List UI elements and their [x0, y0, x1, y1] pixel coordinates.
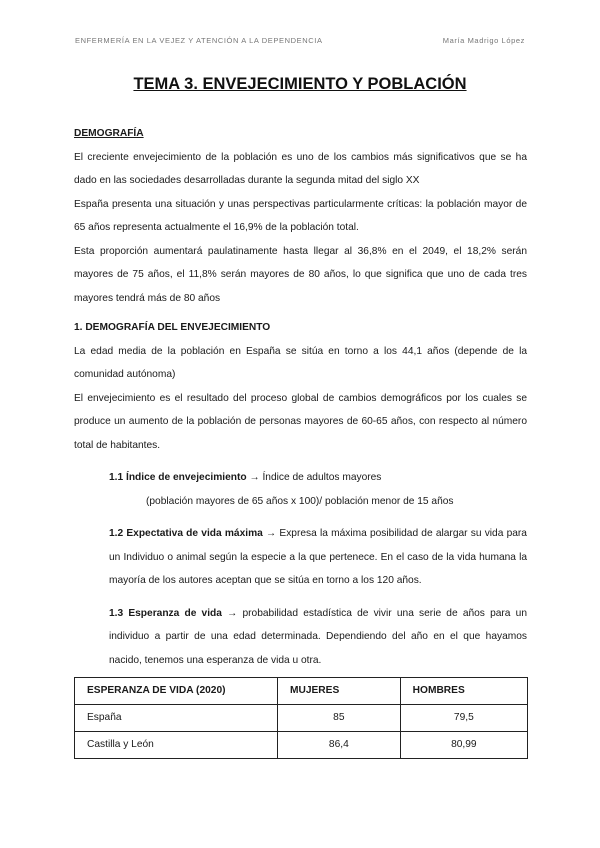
subsection-term: 1.1 Índice de envejecimiento [109, 472, 247, 483]
table-cell: 79,5 [400, 705, 527, 732]
subsection-term: 1.3 Esperanza de vida [109, 607, 222, 619]
table-header-row [75, 678, 528, 705]
table-header-cell: ESPERANZA DE VIDA (2020) [75, 678, 278, 705]
paragraph: Esta proporción aumentará paulatinamente hasta llegar al 36,8% en el 2049, el 18,2% serán mayores de 75 años, el 11,8% serán mayores de 80 años, lo que significa que uno de cada tres mayores tendrá más de 80 años [74, 245, 527, 304]
subsection-term: 1.2 Expectativa de vida máxima [109, 528, 263, 539]
section-heading-demografia: DEMOGRAFÍA [74, 128, 144, 139]
table-cell: Castilla y León [75, 732, 278, 759]
table-cell: 86,4 [278, 732, 401, 759]
subsection-text: Índice de adultos mayores [262, 472, 382, 483]
table-row [75, 732, 528, 759]
subsection-1-3 [109, 602, 527, 673]
running-header-author: María Madrigo López [442, 36, 525, 45]
subsection-text: probabilidad estadística de vivir una serie de años para un individuo a partir de una edad determinada. Dependiendo del año en el que hayamos nacido, tenemos una esperanza de vida u otra. [109, 607, 527, 666]
paragraph: La edad media de la población en España se sitúa en torno a los 44,1 años (depende de la comunidad autónoma) [74, 345, 527, 380]
section-heading-1: 1. DEMOGRAFÍA DEL ENVEJECIMIENTO [74, 322, 271, 333]
formula: (población mayores de 65 años x 100)/ población menor de 15 años [146, 495, 454, 507]
table-cell: 80,99 [400, 732, 527, 759]
arrow-icon: → [249, 472, 260, 483]
arrow-icon: → [266, 528, 277, 539]
subsection-text: Expresa la máxima posibilidad de alargar su vida para un Individuo o animal según la especie a la que pertenece. En el caso de la vida humana la mayoría de los autores aceptan que se sitúa en torno a los 120 años. [109, 528, 527, 586]
subsection-1-2 [109, 522, 527, 593]
table-cell: España [75, 705, 278, 732]
table-header-cell: MUJERES [278, 678, 401, 705]
page-title: TEMA 3. ENVEJECIMIENTO Y POBLACIÓN [133, 75, 467, 93]
subsection-1-1 [109, 466, 527, 490]
paragraph: El envejecimiento es el resultado del proceso global de cambios demográficos por los cuales se produce un aumento de la población de personas mayores de 60-65 años, con respecto al número total de habitantes. [74, 392, 527, 451]
life-expectancy-table [74, 677, 528, 759]
running-header-course: ENFERMERÍA EN LA VEJEZ Y ATENCIÓN A LA DEPENDENCIA [75, 36, 323, 45]
table-cell: 85 [278, 705, 401, 732]
document-body [74, 122, 527, 759]
paragraph: El creciente envejecimiento de la población es uno de los cambios más significativos que se ha dado en las sociedades desarrolladas durante la segunda mitad del siglo XX [74, 151, 527, 186]
paragraph: España presenta una situación y unas perspectivas particularmente críticas: la población mayor de 65 años representa actualmente el 16,9% de la población total. [74, 198, 527, 233]
arrow-icon: → [227, 607, 238, 619]
table-header-cell: HOMBRES [400, 678, 527, 705]
table-row [75, 705, 528, 732]
